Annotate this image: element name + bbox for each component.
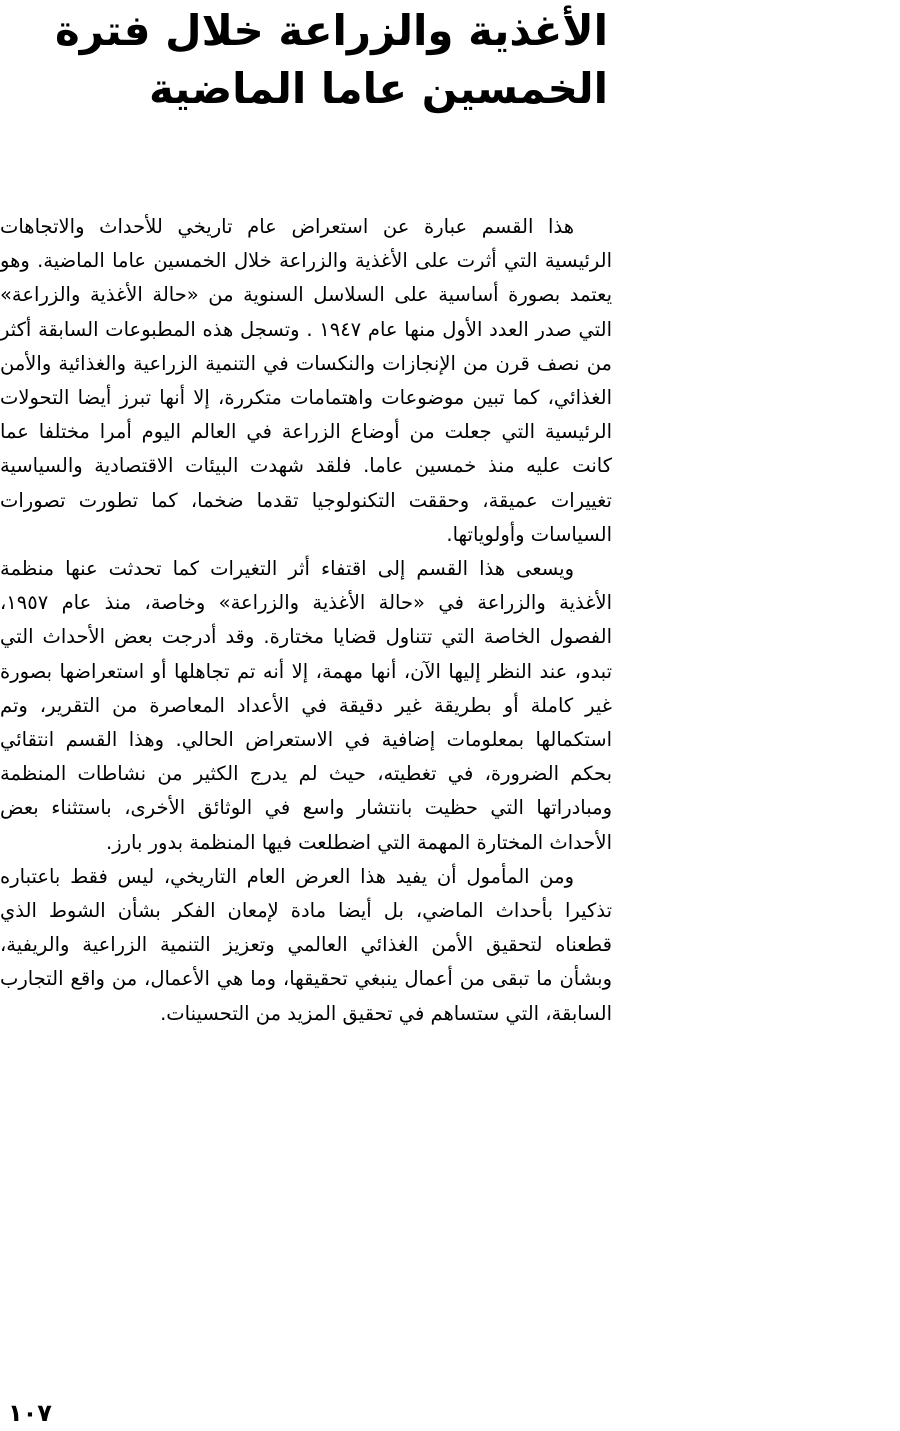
section-title <box>0 2 608 118</box>
paragraph-2: ويسعى هذا القسم إلى اقتفاء أثر التغيرات كما تحدثت عنها منظمة الأغذية والزراعة في «حالة الأغذية والزراعة» وخاصة، منذ عام ١٩٥٧، الفصول الخاصة التي تتناول قضايا مختارة. وقد أدرجت بعض الأحداث التي تبدو، عند النظر إليها الآن، أنها مهمة، إلا أنه تم تجاهلها أو استعراضها بصورة غير كاملة أو بطريقة غير دقيقة في الأعداد المعاصرة من التقرير، وتم استكمالها بمعلومات إضافية في الاستعراض الحالي. وهذا القسم انتقائي بحكم الضرورة، في تغطيته، حيث لم يدرج الكثير من نشاطات المنظمة ومبادراتها التي حظيت بانتشار واسع في الوثائق الأخرى، باستثناء بعض الأحداث المختارة المهمة التي اضطلعت فيها المنظمة بدور بارز. <box>0 557 612 854</box>
paragraph-3: ومن المأمول أن يفيد هذا العرض العام التاريخي، ليس فقط باعتباره تذكيرا بأحداث الماضي، بل أيضا مادة لإمعان الفكر بشأن الشوط الذي قطعناه لتحقيق الأمن الغذائي العالمي وتعزيز التنمية الزراعية والريفية، وبشأن ما تبقى من أعمال ينبغي تحقيقها، وما هي الأعمال، من واقع التجارب السابقة، التي ستساهم في تحقيق المزيد من التحسينات. <box>0 864 612 1025</box>
body-text <box>0 210 612 1031</box>
paragraph-1: هذا القسم عبارة عن استعراض عام تاريخي للأحداث والاتجاهات الرئيسية التي أثرت على الأغذية والزراعة خلال الخمسين عاما الماضية. وهو يعتمد بصورة أساسية على السلاسل السنوية من «حالة الأغذية والزراعة» التي صدر العدد الأول منها عام ١٩٤٧ . وتسجل هذه المطبوعات السابقة أكثر من نصف قرن من الإنجازات والنكسات في التنمية الزراعية والغذائية والأمن الغذائي، كما تبين موضوعات واهتمامات متكررة، إلا أنها تبرز أيضا التحولات الرئيسية التي جعلت من أوضاع الزراعة في العالم اليوم أمرا مختلفا عما كانت عليه منذ خمسين عاما. فلقد شهدت البيئات الاقتصادية والسياسية تغييرات عميقة، وحققت التكنولوجيا تقدما ضخما، كما تطورت تصورات السياسات وأولوياتها. <box>0 215 612 546</box>
section-title-line-2: الخمسين عاما الماضية <box>148 64 608 113</box>
section-title-line-1: الأغذية والزراعة خلال فترة <box>54 6 608 55</box>
page-number: ١٠٧ <box>8 1399 52 1427</box>
